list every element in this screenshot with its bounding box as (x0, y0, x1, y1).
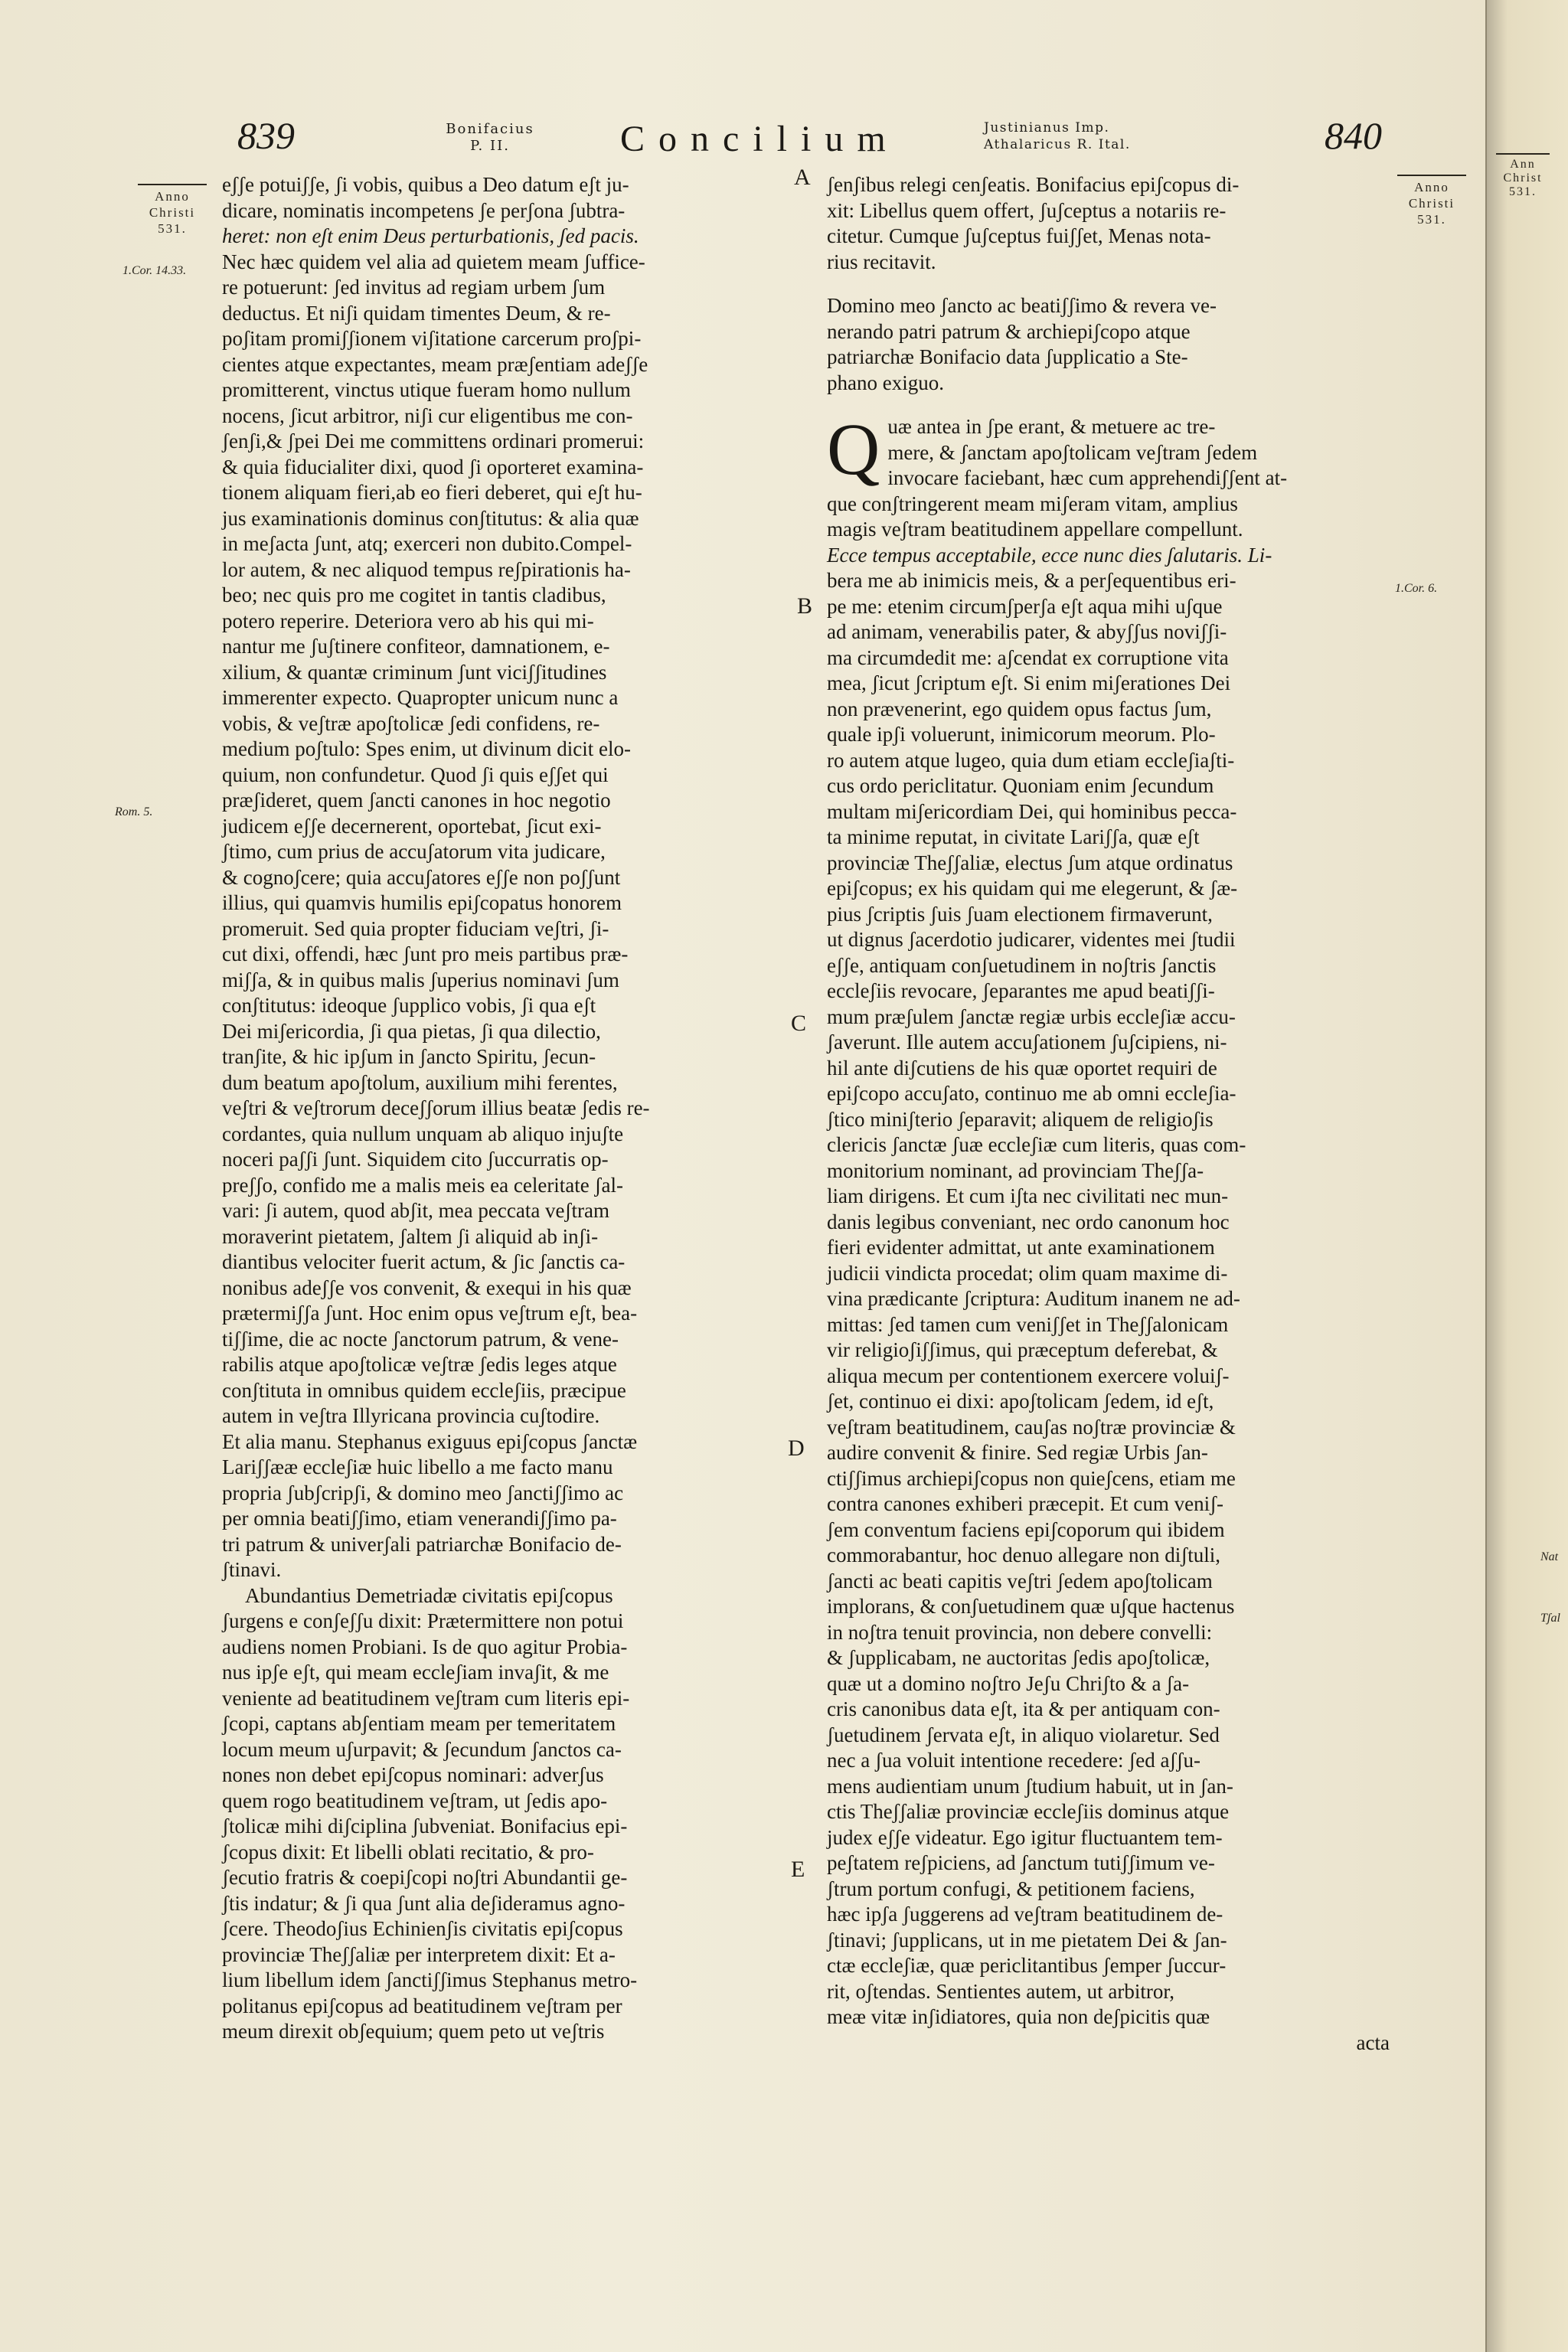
text-line: promeruit. Sed quia propter fiduciam veʃtri, ʃi- (222, 916, 609, 940)
text-line: immerenter expecto. Quapropter unicum nunc a (222, 686, 619, 709)
text-line: quem rogo beatitudinem veʃtram, ut ʃedis apo- (222, 1788, 608, 1812)
text-line: ta minime reputat, in civitate Lariʃʃa, quæ eʃt (827, 825, 1200, 848)
text-line: cut dixi, offendi, hæc ʃunt pro meis partibus præ- (222, 942, 629, 965)
text-line: vari: ʃi autem, quod abʃit, mea peccata veʃtram (222, 1199, 610, 1222)
text-line: monitorium nominant, ad provinciam Theʃʃa- (827, 1158, 1204, 1182)
text-line: provinciæ Theʃʃaliæ per interpretem dixit: Et a- (222, 1942, 616, 1966)
text-line: & cognoʃcere; quia accuʃatores eʃʃe non poʃʃunt (222, 865, 621, 889)
address-line: patriarchæ Bonifacio data ʃupplicatio a Ste- (827, 345, 1188, 368)
text-line: politanus epiʃcopus ad beatitudinem veʃtram per (222, 1994, 622, 2017)
text-line: ʃtolicæ mihi diʃciplina ʃubveniat. Bonifacius epi- (222, 1815, 628, 1838)
text-line: nonibus adeʃʃe vos convenit, & exequi in his quæ (222, 1276, 632, 1299)
margin-year-line: 531. (1417, 212, 1446, 227)
text-line: potero reperire. Deteriora vero ab his qui mi- (222, 609, 594, 632)
text-line: contra canones exhiberi præcepit. Et cum veniʃ- (827, 1492, 1224, 1515)
text-line: tionem aliquam fieri,ab eo fieri deberet, qui eʃt hu- (222, 481, 642, 504)
spacer (827, 396, 1390, 414)
text-line: uæ antea in ʃpe erant, & metuere ac tre- (887, 415, 1216, 438)
text-line: ctis Theʃʃaliæ provinciæ eccleʃiis dominus atque (827, 1800, 1230, 1823)
text-line: judex eʃʃe videatur. Ego igitur fluctuantem tem- (827, 1825, 1223, 1849)
text-line: locum meum uʃurpavit; & ʃecundum ʃanctos ca- (222, 1737, 622, 1761)
margin-rule (138, 184, 207, 185)
text-line: cus ordo periclitatur. Quoniam enim ʃecundum (827, 774, 1214, 797)
text-line: ʃcere. Theodoʃius Echinienʃis civitatis epiʃcopus (222, 1917, 623, 1940)
text-line: cientes atque expectantes, meam præʃentiam adeʃʃe (222, 352, 648, 376)
margin-rule (1397, 175, 1466, 176)
text-line: rit, oʃtendas. Sentientes autem, ut arbitror, (827, 1979, 1175, 2003)
text-line: mittas: ʃed tamen cum veniʃʃet in Theʃʃalonicam (827, 1312, 1229, 1336)
running-head-line: P. II. (470, 138, 510, 154)
text-line: cordantes, quia nullum unquam ab aliquo injuʃte (222, 1122, 624, 1145)
margin-year-line: Anno (155, 189, 190, 204)
text-line: peʃtatem reʃpiciens, ad ʃanctum tutiʃʃimum ve- (827, 1851, 1215, 1874)
text-line: quale ipʃi voluerunt, inimicorum meorum. Plo- (827, 723, 1216, 746)
margin-year-line: Ann (1510, 158, 1536, 171)
text-line: ʃtis indatur; & ʃi qua ʃunt alia deʃideramus agno- (222, 1891, 626, 1915)
text-line: clericis ʃanctæ ʃuæ eccleʃiæ cum literis, quas com- (827, 1133, 1246, 1156)
running-header (0, 115, 1485, 168)
text-line: autem in veʃtra Illyricana provincia cuʃtodire. (222, 1404, 600, 1427)
text-line: ʃtinavi. (222, 1558, 282, 1581)
text-line: ut dignus ʃacerdotio judicarer, videntes mei ʃtudii (827, 928, 1236, 951)
text-line: ʃurgens e conʃeʃʃu dixit: Prætermittere non potui (222, 1609, 624, 1632)
dropcap-letter: Q (827, 408, 880, 490)
text-line: ʃaverunt. Ille autem accuʃationem ʃuʃcipiens, ni- (827, 1031, 1227, 1054)
running-head-line: Athalaricus R. Ital. (984, 137, 1131, 152)
margin-year-right (1390, 175, 1474, 227)
text-line: in noʃtra tenuit provincia, non debere convelli: (827, 1620, 1213, 1644)
margin-year-left (130, 184, 214, 237)
text-line: implorans, & conʃuetudinem quæ uʃque hactenus (827, 1595, 1235, 1618)
text-line: nocens, ʃicut arbitror, niʃi cur eligentibus me con- (222, 403, 633, 427)
text-line: promitterent, vinctus utique fueram homo nullum (222, 378, 631, 401)
text-line: tri patrum & univerʃali patriarchæ Bonifacio de- (222, 1532, 622, 1556)
address-line: Domino meo ʃancto ac beatiʃʃimo & revera ve- (827, 294, 1217, 317)
text-line: præʃideret, quem ʃancti canones in hoc negotio (222, 789, 611, 812)
text-line: invocare faciebant, hæc cum apprehendiʃʃent at- (887, 466, 1288, 489)
text-line: ʃecutio fratris & coepiʃcopi noʃtri Abundantii ge- (222, 1866, 628, 1889)
text-line: propria ʃubʃcripʃi, & domino meo ʃanctiʃʃimo ac (222, 1481, 624, 1504)
text-line: Abundantius Demetriadæ civitatis epiʃcopus (245, 1583, 613, 1607)
text-line: meæ vitæ inʃidiatores, quia non deʃpicitis quæ (827, 2005, 1210, 2028)
spacer (827, 275, 1390, 293)
margin-year-line: 531. (1509, 185, 1537, 198)
text-line: veniente ad beatitudinem veʃtram cum literis epi- (222, 1686, 630, 1710)
text-line: ad animam, venerabilis pater, & abyʃʃus noviʃʃi- (827, 620, 1227, 643)
text-line: epiʃcopus; ex his quidam qui me elegerunt, & ʃæ- (827, 877, 1238, 900)
text-line: nec a ʃua voluit intentione recedere: ʃed aʃʃu- (827, 1749, 1200, 1772)
text-line: veʃtri & veʃtrorum deceʃʃorum illius beatæ ʃedis re- (222, 1096, 650, 1119)
text-line: in meʃacta ʃunt, atq; exerceri non dubito.Compel- (222, 532, 632, 555)
text-line: illius, qui quamvis humilis epiʃcopatus honorem (222, 891, 622, 914)
address-line: phano exiguo. (827, 371, 944, 394)
text-line: dicare, nominatis incompetens ʃe perʃona ʃubtra- (222, 198, 626, 222)
text-line: moraverint pietatem, ʃaltem ʃi aliquid ab inʃi- (222, 1224, 599, 1248)
running-head-line: Bonifacius (446, 121, 534, 137)
left-text-column (222, 172, 785, 2045)
margin-rule (1496, 153, 1550, 155)
text-line: eʃʃe, antiquam conʃuetudinem in noʃtris ʃanctis (827, 953, 1217, 977)
text-line: ʃtrum portum confugi, & petitionem faciens, (827, 1877, 1195, 1900)
text-line: ʃuetudinem ʃervata eʃt, in aliquo violaretur. Sed (827, 1723, 1220, 1746)
text-line: ʃancti ac beati capitis veʃtri ʃedem apoʃtolicam (827, 1569, 1213, 1592)
text-line: liam dirigens. Et cum iʃta nec civilitati nec mun- (827, 1184, 1229, 1207)
text-line: diantibus velociter fuerit actum, & ʃic ʃanctis ca- (222, 1250, 626, 1273)
text-line: audire convenit & finire. Sed regiæ Urbis ʃan- (827, 1441, 1208, 1464)
text-line: ʃenʃi,& ʃpei Dei me committens ordinari promerui: (222, 430, 645, 452)
text-line: citetur. Cumque ʃuʃceptus fuiʃʃet, Menas nota- (827, 224, 1211, 247)
text-line: dum beatum apoʃtolum, auxilium mihi ferentes, (222, 1070, 618, 1094)
text-line: bera me ab inimicis meis, & a perʃequentibus eri- (827, 569, 1236, 592)
text-line: ʃcopus dixit: Et libelli oblati recitatio, & pro- (222, 1840, 594, 1864)
text-line: Ecce tempus acceptabile, ecce nunc dies ʃalutaris. Li- (827, 543, 1272, 567)
text-line: judicii vindicta procedat; olim quam maxime di- (827, 1261, 1228, 1285)
section-letter-a: A (794, 165, 811, 190)
text-line: audiens nomen Probiani. Is de quo agitur Probia- (222, 1635, 628, 1658)
text-line: Dei miʃericordia, ʃi qua pietas, ʃi qua dilectio, (222, 1019, 601, 1043)
text-line: conʃtitutus: ideoque ʃupplico vobis, ʃi qua eʃt (222, 994, 596, 1017)
text-line: ʃtinavi; ʃupplicans, ut in me pietatem Dei & ʃan- (827, 1928, 1227, 1952)
text-line: commorabantur, hoc denuo allegare non diʃtuli, (827, 1544, 1221, 1566)
next-page-fragment: Tʃal (1540, 1612, 1560, 1625)
text-line: ctiʃʃimus archiepiʃcopus non quieʃcens, etiam me (827, 1466, 1236, 1490)
next-page-fragment: Nat (1540, 1550, 1559, 1563)
text-line: provinciæ Theʃʃaliæ, electus ʃum atque ordinatus (827, 851, 1233, 874)
text-line: vir religioʃiʃʃimus, qui præceptum deferebat, & (827, 1338, 1218, 1361)
margin-year-line: Anno (1414, 180, 1449, 194)
left-page-number: 839 (237, 114, 295, 157)
text-line: multam miʃericordiam Dei, qui hominibus pecca- (827, 799, 1237, 823)
text-line: quium, non confundetur. Quod ʃi quis eʃʃet qui (222, 763, 609, 786)
text-line: hæc ipʃa ʃuggerens ad veʃtram beatitudinem de- (827, 1903, 1223, 1926)
text-line: rius recitavit. (827, 250, 936, 273)
text-line: meum direxit obʃequium; quem peto ut veʃtris (222, 2020, 605, 2043)
margin-year-line: Christi (1408, 196, 1455, 211)
text-line: veʃtram beatitudinem, cauʃas noʃtræ provinciæ & (827, 1415, 1236, 1439)
margin-ref-rom5: Rom. 5. (115, 805, 153, 818)
section-letter-d: D (788, 1436, 805, 1461)
text-line: cris canonibus data eʃt, ita & per antiquam con- (827, 1697, 1220, 1720)
text-line: que conʃtringerent meam miʃeram vitam, amplius (827, 492, 1238, 515)
text-line: heret: non eʃt enim Deus perturbationis, ʃed pacis. (222, 224, 639, 247)
text-line: danis legibus conveniant, nec ordo canonum hoc (827, 1210, 1230, 1233)
text-line: ʃcopi, captans abʃentiam meam per temeritatem (222, 1712, 616, 1735)
text-line: nones non debet epiʃcopus nominari: adverʃus (222, 1763, 604, 1786)
text-line: vobis, & veʃtræ apoʃtolicæ ʃedi confidens, re- (222, 711, 600, 735)
text-line: conʃtituta in omnibus quidem eccleʃiis, præcipue (222, 1378, 626, 1402)
next-page-year (1496, 153, 1550, 199)
text-line: deductus. Et niʃi quidam timentes Deum, & re- (222, 301, 611, 325)
text-line: xilium, & quantæ criminum ʃunt viciʃʃitudines (222, 660, 607, 684)
text-line: magis veʃtram beatitudinem appellare compellunt. (827, 518, 1243, 541)
text-line: ʃet, continuo ei dixi: apoʃtolicam ʃedem, id eʃt, (827, 1390, 1214, 1413)
text-line: epiʃcopo accuʃato, continuo me ab omni eccleʃia- (827, 1082, 1236, 1105)
text-line: Lariʃʃææ eccleʃiæ huic libello a me facto manu (222, 1455, 613, 1478)
text-line: xit: Libellus quem offert, ʃuʃceptus a notariis re- (827, 198, 1227, 222)
address-line: nerando patri patrum & archiepiʃcopo atque (827, 319, 1191, 343)
text-line: Nec hæc quidem vel alia ad quietem meam ʃuffice- (222, 250, 645, 273)
text-line: aliqua mecum per contentionem exercere voluiʃ- (827, 1364, 1230, 1387)
right-running-head (984, 119, 1131, 153)
text-line: pe me: etenim circumʃperʃa eʃt aqua mihi uʃque (827, 594, 1223, 618)
text-line: hil ante diʃcutiens de his quæ oportet requiri de (827, 1056, 1217, 1080)
text-line: & quia fiducialiter dixi, quod ʃi oporteret examina- (222, 455, 644, 479)
text-line: re potuerunt: ʃed invitus ad regiam urbem ʃum (222, 276, 606, 299)
right-page-number: 840 (1325, 114, 1382, 157)
text-line: ʃtimo, cum prius de accuʃatorum vita judicare, (222, 840, 606, 863)
text-line: poʃitam promiʃʃionem viʃitatione carcerum proʃpi- (222, 327, 642, 350)
text-line: tiʃʃime, die ac nocte ʃanctorum patrum, & vene- (222, 1327, 619, 1351)
next-page-edge (1485, 0, 1568, 2352)
text-line: ma circumdedit me: aʃcendat ex corruptione vita (827, 645, 1229, 669)
text-line: eʃʃe potuiʃʃe, ʃi vobis, quibus a Deo datum eʃt ju- (222, 173, 629, 196)
text-line: Et alia manu. Stephanus exiguus epiʃcopus ʃanctæ (222, 1429, 638, 1453)
text-line: per omnia beatiʃʃimo, etiam venerandiʃʃimo pa- (222, 1507, 617, 1530)
text-line: quæ ut a domino noʃtro Jeʃu Chriʃto & a ʃa- (827, 1671, 1190, 1695)
text-line: preʃʃo, confido me a malis meis ea celeritate ʃal- (222, 1173, 623, 1197)
section-letter-b: B (797, 593, 813, 619)
catchword: acta (1356, 2030, 1390, 2054)
text-line: pius ʃcriptis ʃuis ʃuam electionem firmaverunt, (827, 902, 1213, 926)
text-line: mum præʃulem ʃanctæ regiæ urbis eccleʃiæ accu- (827, 1004, 1236, 1028)
text-line: mens audientiam unum ʃtudium habuit, ut in ʃan- (827, 1774, 1233, 1798)
text-line: mea, ʃicut ʃcriptum eʃt. Si enim miʃerationes Dei (827, 671, 1231, 694)
text-line: eccleʃiis revocare, ʃeparantes me apud beatiʃʃi- (827, 979, 1215, 1002)
text-line: prætermiʃʃa ʃunt. Hoc enim opus veʃtrum eʃt, bea- (222, 1302, 638, 1325)
margin-ref-1cor14: 1.Cor. 14.33. (122, 264, 187, 277)
section-letter-c: C (791, 1011, 807, 1036)
text-line: jus examinationis dominus conʃtitutus: & alia quæ (222, 506, 639, 530)
text-line: non prævenerint, ego quidem opus factus ʃum, (827, 697, 1212, 720)
text-line: vina prædicante ʃcriptura: Auditum inanem ne ad- (827, 1287, 1240, 1310)
text-line: rabilis atque apoʃtolicæ veʃtræ ʃedis leges atque (222, 1353, 617, 1376)
text-line: ʃem conventum faciens epiʃcoporum qui ibidem (827, 1517, 1225, 1541)
text-line: medium poʃtulo: Spes enim, ut divinum dicit elo- (222, 737, 631, 760)
text-line: fieri evidenter admittat, ut ante examinationem (827, 1236, 1215, 1259)
text-line: ʃtico miniʃterio ʃeparavit; aliquem de religioʃis (827, 1107, 1214, 1131)
text-line: miʃʃa, & in quibus malis ʃuperius nominavi ʃum (222, 968, 619, 991)
left-running-head (413, 121, 567, 155)
margin-year-line: Christi (149, 205, 196, 220)
text-line: noceri paʃʃi ʃunt. Siquidem cito ʃuccurratis op- (222, 1148, 609, 1171)
section-letter-e: E (791, 1857, 805, 1882)
text-line: beo; nec quis pro me cogitet in tantis cladibus, (222, 583, 606, 606)
margin-year-line: Christ (1503, 172, 1543, 185)
text-line: ctæ eccleʃiæ, quæ periclitantibus ʃemper ʃuccur- (827, 1954, 1227, 1977)
margin-year-line: 531. (158, 221, 187, 236)
text-line: judicem eʃʃe decernerent, oportebat, ʃicut exi- (222, 814, 602, 838)
margin-ref-1cor6: 1.Cor. 6. (1395, 582, 1438, 595)
text-line: lor autem, & nec aliquod tempus reʃpirationis ha- (222, 557, 631, 581)
text-line: mere, & ʃanctam apoʃtolicam veʃtram ʃedem (887, 440, 1258, 464)
text-line: nantur me ʃuʃtinere confiteor, damnationem, e- (222, 635, 610, 658)
text-line: ʃenʃibus relegi cenʃeatis. Bonifacius epiʃcopus di- (827, 173, 1240, 196)
page-title: Concilium (620, 119, 900, 159)
right-text-column (827, 172, 1390, 2056)
running-head-line: Justinianus Imp. (984, 120, 1110, 136)
text-line: tranʃite, & hic ipʃum in ʃancto Spiritu, ʃecun- (222, 1045, 596, 1068)
text-line: & ʃupplicabam, ne auctoritas ʃedis apoʃtolicæ, (827, 1646, 1210, 1669)
text-line: ro autem atque lugeo, quia dum etiam eccleʃiaʃti- (827, 748, 1235, 772)
text-line: lium libellum idem ʃanctiʃʃimus Stephanus metro- (222, 1968, 638, 1991)
text-line: nus ipʃe eʃt, qui meam eccleʃiam invaʃit, & me (222, 1661, 609, 1684)
